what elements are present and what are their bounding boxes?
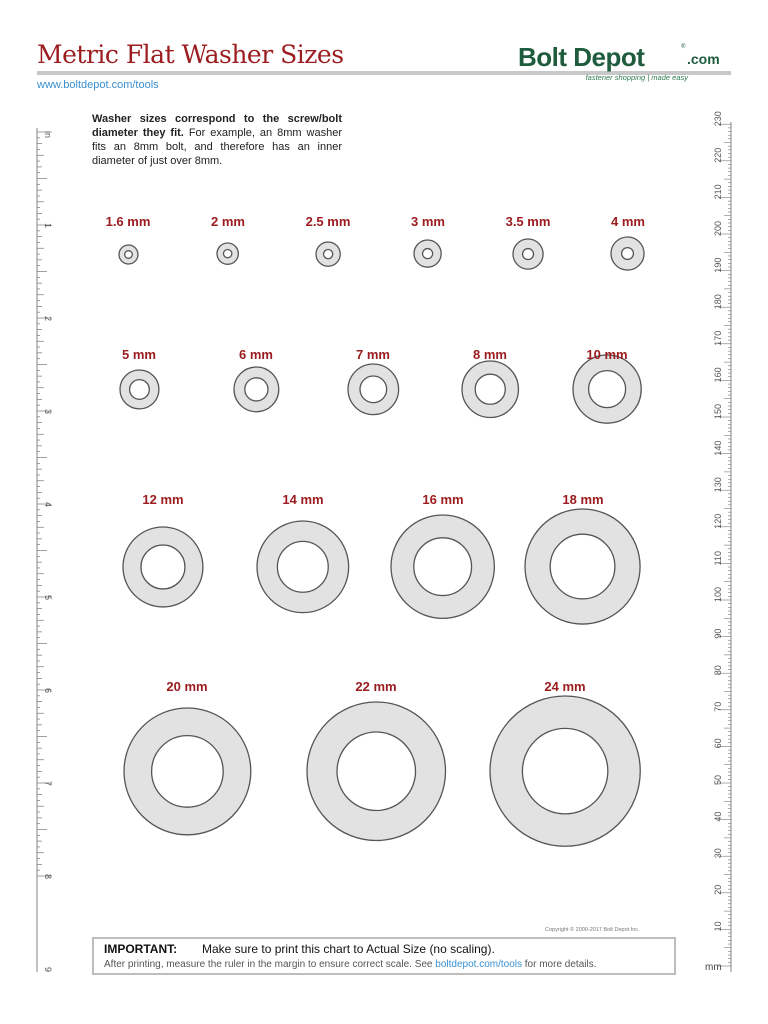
mm-tick-label: 140 [713,440,723,456]
logo-domain-suffix: .com [687,51,720,67]
washer-size-label: 2.5 mm [305,214,351,229]
washer-4mm [608,234,647,273]
washer-hole [244,377,267,400]
washer-hole [323,249,332,258]
intro-bold-text: Washer sizes correspond to the screw/bolt diameter they fit. [92,113,342,139]
mm-tick-label: 80 [713,665,723,676]
washer-5mm [117,367,162,412]
washer-6mm [231,364,282,415]
inch-tick-label: 7 [43,781,53,787]
logo-tagline: fastener shopping | made easy [585,73,688,82]
mm-unit-label: mm [705,962,722,973]
mm-tick-label: 90 [713,628,723,639]
washer-3mm [411,237,444,270]
mm-tick-label: 50 [713,774,723,785]
mm-tick-label: 20 [713,884,723,895]
washer-16mm [388,512,497,621]
washer-24mm [487,693,643,849]
washer-size-label: 20 mm [166,679,208,694]
washer-1_6mm [116,242,141,267]
washer-10mm [570,352,644,426]
inch-tick-label: 3 [43,409,53,415]
copyright-text: Copyright © 2000-2017 Bolt Depot Inc. [545,927,640,933]
inch-tick-label: 9 [43,967,53,973]
inch-tick-label: 8 [43,874,53,880]
washer-14mm [254,518,352,616]
washer-2mm [214,240,241,267]
important-text: Make sure to print this chart to Actual Size (no scaling). [202,942,495,956]
washer-size-label: 18 mm [562,492,604,507]
washer-hole [124,250,132,258]
washer-size-label: 7 mm [356,347,390,362]
inch-tick-label: 1 [43,223,53,229]
logo-wordmark: Bolt Depot [518,42,645,72]
washer-size-label: 16 mm [422,492,464,507]
mm-tick-label: 120 [713,513,723,529]
washer-hole [551,535,616,600]
washer-hole [414,538,472,596]
mm-tick-label: 110 [713,551,723,566]
inch-unit-label: in [43,131,53,139]
washer-size-label: 1.6 mm [105,214,151,229]
mm-tick-label: 130 [713,477,723,493]
washer-size-label: 5 mm [122,347,156,362]
mm-tick-label: 200 [713,220,723,236]
inch-tick-label: 6 [43,688,53,694]
inch-tick-label: 2 [43,316,53,322]
washer-hole [588,370,625,407]
washer-size-label: 8 mm [473,347,507,362]
mm-tick-label: 70 [713,701,723,712]
washer-hole [423,249,433,259]
mm-tick-label: 230 [713,111,723,127]
washer-size-label: 22 mm [355,679,397,694]
washer-size-label: 3.5 mm [505,214,551,229]
mm-tick-label: 160 [713,367,723,383]
mm-tick-label: 30 [713,848,723,859]
instructions-line [104,959,596,970]
washer-hole [523,249,534,260]
washer-12mm [120,524,206,610]
washer-18mm [522,506,643,627]
important-notice-box [92,937,676,975]
mm-tick-label: 190 [713,257,723,273]
page-title: Metric Flat Washer Sizes [37,40,344,69]
washer-3_5mm [510,236,546,272]
washer-hole [129,379,149,399]
mm-tick-label: 180 [713,294,723,310]
mm-tick-label: 210 [713,184,723,200]
washer-size-label: 4 mm [611,214,645,229]
instructions-prefix: After printing, measure the ruler in the margin to ensure correct scale. See [104,959,433,970]
washer-2_5mm [313,239,343,269]
washer-22mm [304,699,449,844]
washer-hole [224,250,232,258]
mm-tick-label: 10 [713,921,723,932]
mm-tick-label: 150 [713,403,723,419]
tools-url-link[interactable]: www.boltdepot.com/tools [37,79,159,91]
washer-hole [360,376,387,403]
washer-7mm [345,361,402,418]
mm-tick-label: 60 [713,738,723,749]
washer-size-label: 3 mm [411,214,445,229]
mm-tick-label: 40 [713,811,723,822]
washer-hole [278,542,329,593]
washer-8mm [459,358,521,420]
intro-body-text: For example, an 8mm washer fits an 8mm bolt, and therefore has an inner diameter of just over 8mm. [92,127,342,167]
important-label: IMPORTANT: [104,942,178,956]
instructions-suffix: for more details. [524,959,597,970]
washer-20mm [121,705,254,838]
washer-size-label: 12 mm [142,492,184,507]
washer-hole [151,735,223,807]
washer-size-label: 10 mm [586,347,628,362]
washer-hole [475,374,505,404]
important-line [104,942,495,956]
washer-hole [337,732,416,811]
washer-hole [622,248,634,260]
washer-size-label: 24 mm [544,679,586,694]
washer-size-label: 6 mm [239,347,273,362]
inch-tick-label: 4 [43,502,53,508]
mm-tick-label: 170 [713,330,723,346]
logo-registered-mark: ® [681,44,686,50]
washer-hole [522,728,607,813]
inch-tick-label: 5 [43,595,53,601]
washer-size-label: 14 mm [282,492,324,507]
tools-link[interactable]: boltdepot.com/tools [435,959,522,970]
mm-tick-label: 220 [713,147,723,163]
washer-size-label: 2 mm [211,214,245,229]
washer-hole [141,545,185,589]
mm-tick-label: 100 [713,586,723,602]
